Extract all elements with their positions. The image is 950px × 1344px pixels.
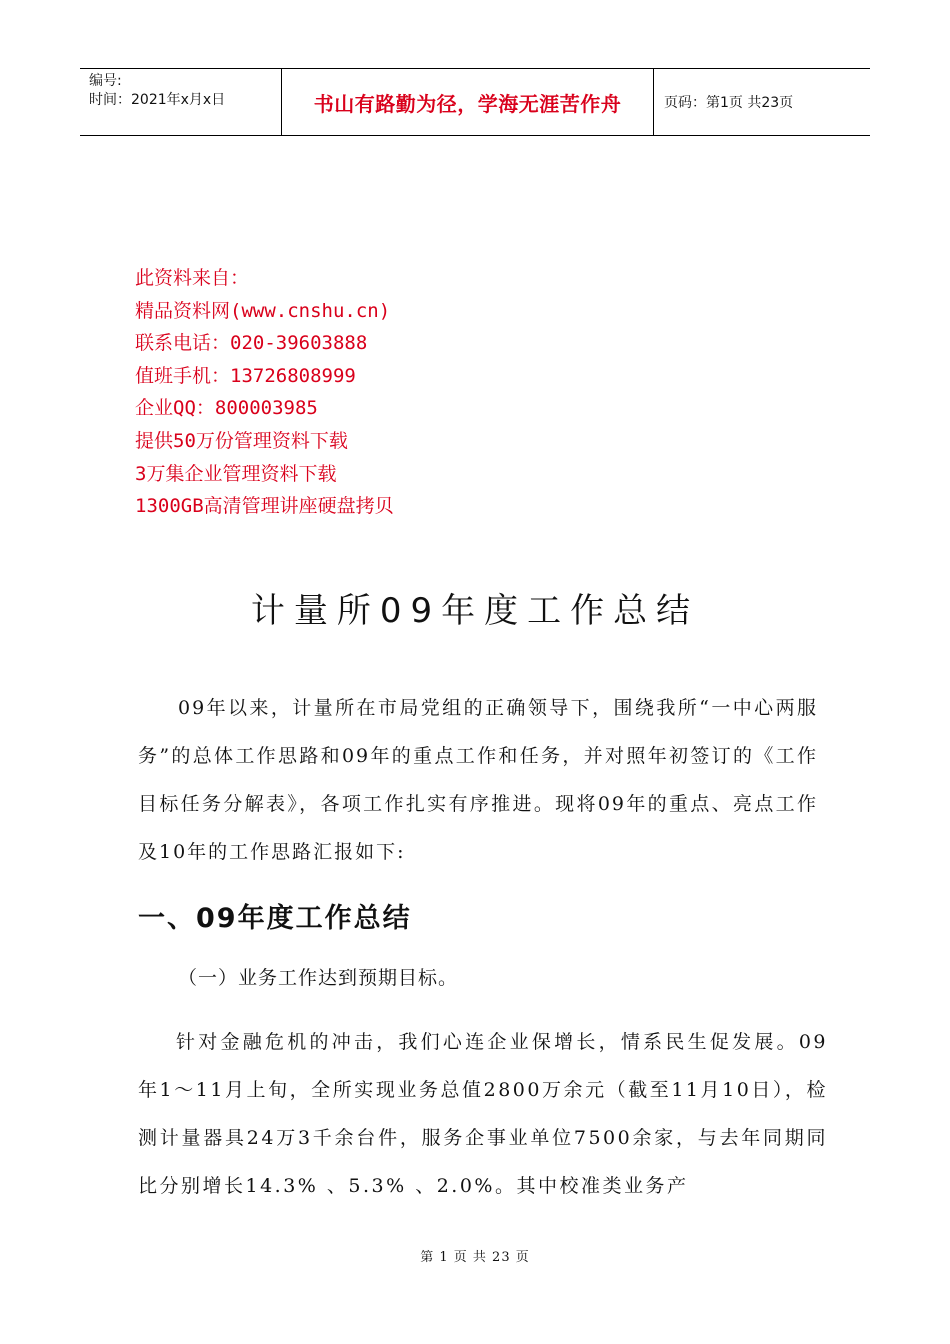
source-line: 联系电话：020-39603888 [135, 332, 368, 355]
section-heading: 一、09年度工作总结 [138, 903, 412, 934]
source-line: 精品资料网(www.cnshu.cn) [135, 299, 391, 322]
header-page-info: 页码：第1页 共23页 [664, 95, 794, 111]
header-motto: 书山有路勤为径，学海无涯苦作舟 [282, 69, 654, 135]
source-line: 此资料来自： [135, 267, 250, 289]
source-line: 3万集企业管理资料下载 [135, 462, 337, 485]
page-header-table [80, 68, 870, 136]
header-left-cell [80, 69, 282, 135]
code-label: 编号: [89, 73, 122, 89]
source-line: 企业QQ：800003985 [135, 397, 318, 420]
source-info-block [135, 262, 394, 523]
page-footer: 第 1 页 共 23 页 [420, 1250, 530, 1265]
time-label: 时间：2021年x月x日 [89, 92, 226, 108]
source-line: 值班手机：13726808999 [135, 364, 356, 387]
document-title: 计量所09年度工作总结 [250, 591, 700, 631]
subsection-heading: （一）业务工作达到预期目标。 [178, 967, 459, 989]
body-paragraph: 针对金融危机的冲击，我们心连企业保增长，情系民生促发展。09年1～11月上旬，全所实现业务总值2800万余元（截至11月10日），检测计量器具24万3千余台件，服务企事业单位7500余家，与去年同期同比分别增长14.3% 、5.3% 、2.0%。其中校准类业务产 [138, 1031, 828, 1197]
source-line: 提供50万份管理资料下载 [135, 429, 348, 452]
intro-paragraph: 09年以来，计量所在市局党组的正确领导下，围绕我所“一中心两服务”的总体工作思路和09年的重点工作和任务，并对照年初签订的《工作目标任务分解表》，各项工作扎实有序推进。现将09年的重点、亮点工作及10年的工作思路汇报如下: [138, 697, 818, 863]
source-line: 1300GB高清管理讲座硬盘拷贝 [135, 495, 394, 518]
